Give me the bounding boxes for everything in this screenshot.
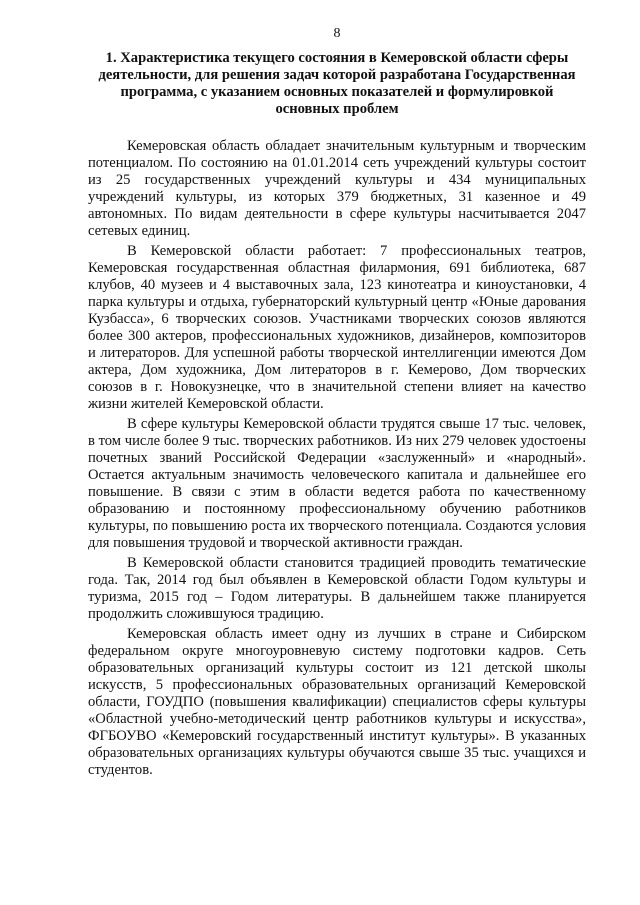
paragraph-thematic-years: В Кемеровской области становится традицией проводить тематические года. Так, 2014 год был объявлен в Кемеровской области Годом культуры и туризма, 2015 год – Годом литературы. В дальнейшем также планируется продолжить сложившуюся традицию.	[88, 555, 586, 622]
section-heading: 1. Характеристика текущего состояния в Кемеровской области сферы деятельности, для решения задач которой разработана Государственная программа, с указанием основных показателей и формулировкой основных проблем	[98, 50, 576, 117]
page-number: 8	[333, 26, 341, 41]
paragraph-culture-network: Кемеровская область обладает значительным культурным и творческим потенциалом. По состоянию на 01.01.2014 сеть учреждений культуры состоит из 25 государственных учреждений культуры и 434 муниципальных учреждений культуры, из которых 379 бюджетных, 31 казенное и 49 автономных. По видам деятельности в сфере культуры насчитывается 2047 сетевых единиц.	[88, 138, 586, 239]
paragraph-personnel: В сфере культуры Кемеровской области трудятся свыше 17 тыс. человек, в том числе более 9 тыс. творческих работников. Из них 279 человек удостоены почетных званий Российской Федерации «заслуженный» и «народный». Остается актуальным значимость человеческого капитала и дальнейшее его повышение. В связи с этим в области ведется работа по качественному образованию и постоянному профессиональному обучению работников культуры, по повышению роста их творческого потенциала. Создаются условия для повышения трудовой и творческой активности граждан.	[88, 416, 586, 551]
paragraph-education-system: Кемеровская область имеет одну из лучших в стране и Сибирском федеральном округе многоуровневую систему подготовки кадров. Сеть образовательных организаций культуры состоит из 121 детской школы искусств, 5 профессиональных образовательных организаций Кемеровской области, ГОУДПО (повышения квалификации) специалистов сферы культуры «Областной учебно-методический центр работников культуры и искусства», ФГБОУВО «Кемеровский государственный институт культуры». В указанных образовательных организациях культуры обучаются свыше 35 тыс. учащихся и студентов.	[88, 626, 586, 778]
paragraph-institutions: В Кемеровской области работает: 7 профессиональных театров, Кемеровская государственная областная филармония, 691 библиотека, 687 клубов, 40 музеев и 4 выставочных зала, 123 кинотеатра и киноустановки, 4 парка культуры и отдыха, губернаторский культурный центр «Юные дарования Кузбасса», 6 творческих союзов. Участниками творческих союзов являются более 300 актеров, профессиональных художников, дизайнеров, композиторов и литераторов. Для успешной работы творческой интеллигенции имеются Дом актера, Дом художника, Дом литераторов в г. Кемерово, Дом творческих союзов в г. Новокузнецке, что в значительной степени влияет на качество жизни жителей Кемеровской области.	[88, 243, 586, 412]
document-page	[88, 26, 586, 782]
